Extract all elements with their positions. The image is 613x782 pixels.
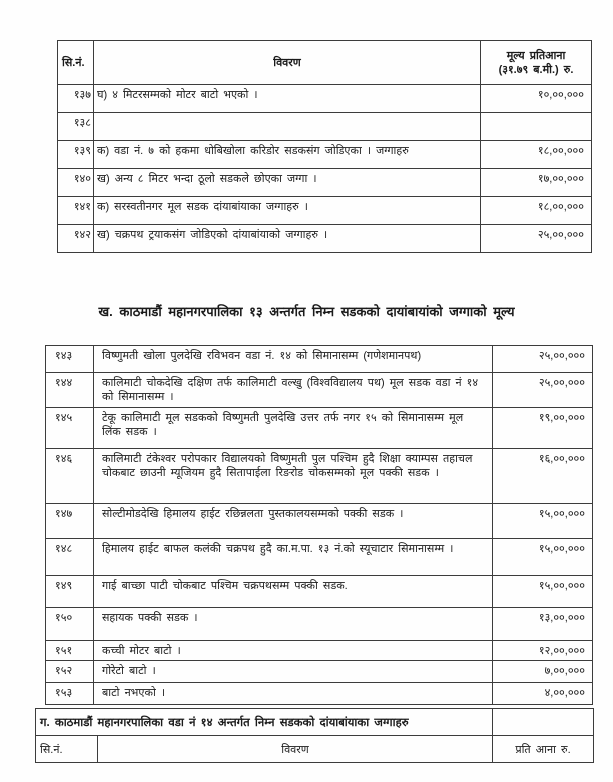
column-header-serial-number: सि.नं. — [58, 41, 94, 85]
serial-number-cell: १४६ — [46, 449, 94, 504]
serial-number-cell: १४८ — [46, 539, 94, 576]
road-description-cell: हिमालय हाईट बाफल कलंकी चक्रपथ हुदै का.म.पा. १३ नं.को स्यूचाटार सिमानासम्म । — [94, 539, 493, 576]
valuation-table-section-b — [45, 345, 593, 705]
serial-number-cell: १४१ — [58, 197, 94, 225]
value-header-line1: मूल्य प्रतिआना — [506, 49, 566, 62]
value-amount-cell: ७,००,००० — [493, 661, 593, 683]
value-amount-cell: २५,००,००० — [493, 373, 593, 408]
column-header-description: विवरण — [98, 736, 493, 763]
serial-number-cell: १३८ — [58, 113, 94, 141]
value-amount-cell: १९,००,००० — [493, 408, 593, 449]
serial-number-cell: १५१ — [46, 641, 94, 661]
serial-number-cell: १४९ — [46, 576, 94, 608]
section-ga-empty-cell — [493, 709, 594, 736]
value-amount-cell: २५,००,००० — [481, 225, 592, 253]
value-amount-cell: १२,००,००० — [493, 641, 593, 661]
road-description-cell: ख) चक्रपथ ट्रयाकसंग जोडिएको दांयाबांयाको जग्गाहरु । — [94, 225, 481, 253]
serial-number-cell: १३९ — [58, 141, 94, 169]
road-description-cell: कालिमाटी चोकदेखि दक्षिण तर्फ कालिमाटी वल्खु (विश्वविद्यालय पथ) मूल सडक वडा नं १४ को सिमानासम्म । — [94, 373, 493, 408]
table-row — [58, 225, 592, 253]
serial-number-cell: १४० — [58, 169, 94, 197]
table-row — [46, 641, 593, 661]
road-description-cell: बाटो नभएको । — [94, 683, 493, 705]
table-row — [58, 141, 592, 169]
serial-number-cell: १५० — [46, 608, 94, 641]
table-row — [46, 449, 593, 504]
road-description-cell: सहायक पक्की सडक । — [94, 608, 493, 641]
table-header-row — [58, 41, 592, 85]
road-description-cell: गाई बाच्छा पाटी चोकबाट पश्चिम चक्रपथसम्म पक्की सडक. — [94, 576, 493, 608]
serial-number-cell: १४३ — [46, 346, 94, 373]
table-row — [46, 408, 593, 449]
value-amount-cell: १६,००,००० — [493, 449, 593, 504]
value-amount-cell: १५,००,००० — [493, 576, 593, 608]
value-amount-cell: १७,००,००० — [481, 169, 592, 197]
table-row — [46, 373, 593, 408]
serial-number-cell: १४४ — [46, 373, 94, 408]
value-amount-cell: १०,००,००० — [481, 85, 592, 113]
section-ga-table — [35, 708, 594, 763]
table-row — [46, 539, 593, 576]
value-header-line2: (३१.७९ ब.मी.) रु. — [498, 63, 574, 76]
column-header-serial-number: सि.नं. — [36, 736, 98, 763]
valuation-table-section-a — [57, 40, 592, 253]
column-header-per-aana: प्रति आना रु. — [493, 736, 594, 763]
road-description-cell: सोल्टीमोडदेखि हिमालय हाईट रछिन्नलता पुस्तकालयसम्मको पक्की सडक । — [94, 504, 493, 539]
table-row — [46, 683, 593, 705]
road-description-cell: घ) ४ मिटरसम्मको मोटर बाटो भएको । — [94, 85, 481, 113]
value-amount-cell: १८,००,००० — [481, 197, 592, 225]
value-amount-cell — [481, 113, 592, 141]
table-row — [58, 113, 592, 141]
value-amount-cell: १५,००,००० — [493, 504, 593, 539]
table-row — [58, 169, 592, 197]
table-row — [46, 608, 593, 641]
section-kha-heading: ख. काठमाडौं महानगरपालिका १३ अन्तर्गत निम्न सडकको दायांबायांको जग्गाको मूल्य — [98, 304, 515, 319]
column-header-description: विवरण — [94, 41, 481, 85]
table-row — [46, 661, 593, 683]
value-amount-cell: १८,००,००० — [481, 141, 592, 169]
serial-number-cell: १४५ — [46, 408, 94, 449]
serial-number-cell: १४७ — [46, 504, 94, 539]
table-row — [46, 346, 593, 373]
road-description-cell: ख) अन्य ८ मिटर भन्दा ठूलो सडकले छोएका जग्गा । — [94, 169, 481, 197]
column-header-value-per-aana — [481, 41, 592, 85]
road-description-cell: क) सरस्वतीनगर मूल सडक दांयाबांयाका जग्गाहरु । — [94, 197, 481, 225]
table-row — [58, 85, 592, 113]
road-description-cell: गोरेटो बाटो । — [94, 661, 493, 683]
road-description-cell: कालिमाटी टंकेश्वर परोपकार विद्यालयको विष्णुमती पुल पश्चिम हुदै शिक्षा क्याम्पस तहाचल चोकबाट छाउनी म्यूजियम हुदै सितापाईला रिङरोड चोकसम्मको मूल पक्की सडक । — [94, 449, 493, 504]
value-amount-cell: २५,००,००० — [493, 346, 593, 373]
value-amount-cell: १३,००,००० — [493, 608, 593, 641]
value-amount-cell: ४,००,००० — [493, 683, 593, 705]
serial-number-cell: १५३ — [46, 683, 94, 705]
serial-number-cell: १४२ — [58, 225, 94, 253]
value-amount-cell: १५,००,००० — [493, 539, 593, 576]
table-row — [46, 576, 593, 608]
road-description-cell: क) वडा नं. ७ को हकमा धोबिखोला करिडोर सडकसंग जोडिएका । जग्गाहरु — [94, 141, 481, 169]
section-ga-heading: ग. काठमाडौं महानगरपालिका वडा नं १४ अन्तर्गत निम्न सडकको दांयाबांयाका जग्गाहरु — [36, 709, 493, 736]
section-ga-heading-row — [36, 709, 594, 736]
table-row — [58, 197, 592, 225]
road-description-cell — [94, 113, 481, 141]
table-header-row — [36, 736, 594, 763]
road-description-cell: कच्ची मोटर बाटो । — [94, 641, 493, 661]
serial-number-cell: १३७ — [58, 85, 94, 113]
road-description-cell: विष्णुमती खोला पुलदेखि रविभवन वडा नं. १४ को सिमानासम्म (गणेशमानपथ) — [94, 346, 493, 373]
serial-number-cell: १५२ — [46, 661, 94, 683]
road-description-cell: टेकू कालिमाटी मूल सडकको विष्णुमती पुलदेखि उत्तर तर्फ नगर १५ को सिमानासम्म मूल लिंक सडक । — [94, 408, 493, 449]
table-row — [46, 504, 593, 539]
